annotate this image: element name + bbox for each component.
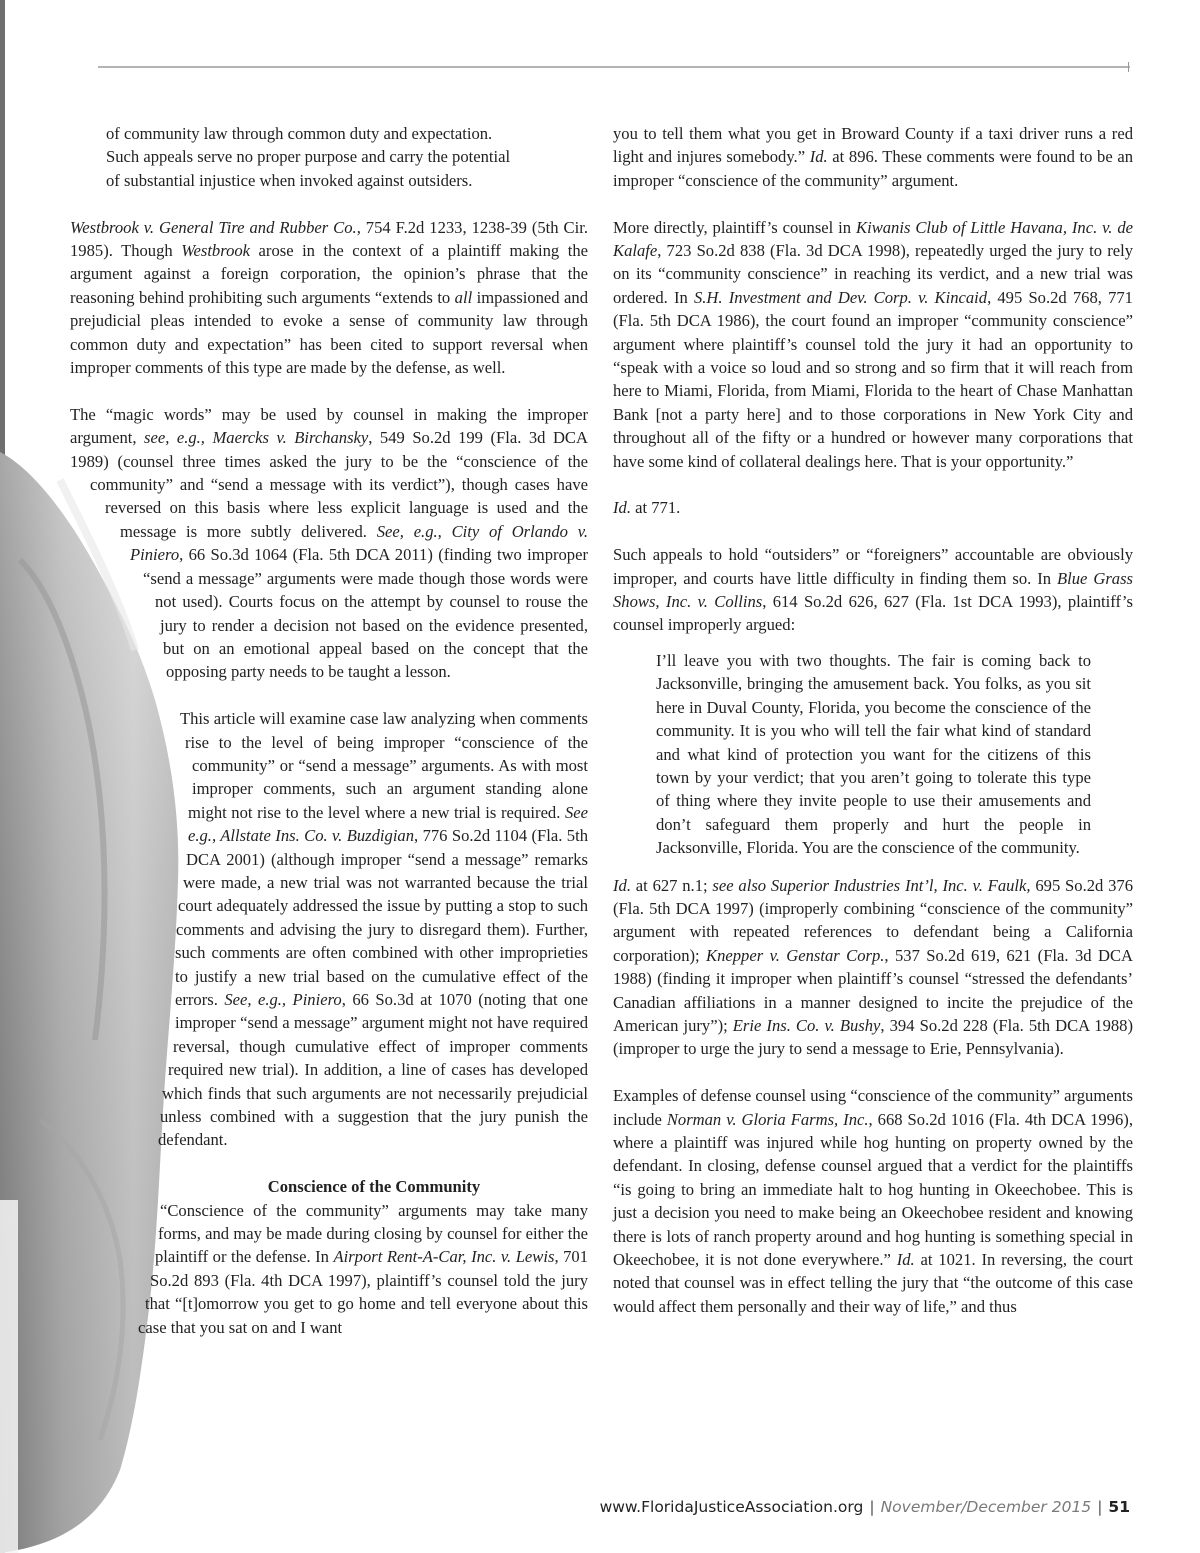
text-run: , 754 F.2d 1233, 1238-39 (5th Cir. 1985). Though [70, 217, 588, 261]
text-run: at 896. These comments were found to be an improper “conscience of the community” argument. [613, 147, 1133, 190]
citation-italic: Kiwanis Club of Little Havana, Inc. v. de Kalafe [613, 217, 1134, 261]
wrap-shim [0, 426, 70, 449]
section-heading: Conscience of the Community [267, 1177, 481, 1197]
text-run: , 66 So.3d at 1070 (noting that one improper “send a message” argument might not have required reversal, though cumulative effect of improper comments required new trial). In addition, a line of cases has developed which finds that such arguments are not necessarily prejudicial unless combined with a suggestion that the jury punish the defendant. [158, 989, 588, 1150]
wrap-shim [0, 590, 143, 613]
text-run: “Conscience of the community” arguments may take many forms, and may be made during closing by counsel for either the plaintiff or the defense. In [155, 1200, 588, 1267]
text-run: Such appeals to hold “outsiders” or “foreigners” accountable are obviously improper, and courts have little difficulty in finding them so. In [613, 545, 1133, 588]
quote-line: Such appeals serve no proper purpose and carry the potential [106, 147, 511, 167]
text-run: at 1021. In reversing, the court noted that counsel was in effect telling the jury that “the outcome of this case would affect them personally and their way of life,” and thus [613, 1250, 1134, 1316]
wrap-shim [0, 707, 176, 730]
paragraph-magic-words [0, 403, 588, 684]
citation-italic: Id. [896, 1250, 915, 1270]
page-footer: www.FloridaJusticeAssociation.org | November/December 2015 | 51 [599, 1498, 1130, 1516]
block-quote-blue-grass: I’ll leave you with two thoughts. The fair is coming back to Jacksonville, bringing the amusement back. You folks, as you sit here in Duval County, Florida, you become the conscience of the community. It is you who will tell the fair what kind of standard and what kind of protection you want for the citizens of this town by your verdict; that you aren’t going to tolerate this type of thing where they invite people to use their amusements and don’t safeguard them properly and hurt the people in Jacksonville, Florida. You are the conscience of the community. [656, 650, 1091, 858]
text-run: , 614 So.2d 626, 627 (Fla. 1st DCA 1993), plaintiff’s counsel improperly argued: [613, 592, 1133, 635]
wrap-shim [0, 1199, 160, 1222]
wrap-shim [0, 684, 166, 707]
wrap-shim [0, 496, 90, 519]
paragraph-broward [613, 122, 1133, 192]
citation-italic: Id. [613, 498, 631, 518]
wrap-shim [0, 567, 130, 590]
paragraph-norman [613, 1084, 1133, 1318]
wrap-shim [0, 1081, 162, 1104]
text-run: at 627 n.1; [630, 875, 713, 895]
wrap-shim [0, 777, 192, 800]
wrap-shim [0, 824, 188, 847]
text-run: , 537 So.2d 619, 621 (Fla. 3d DCA 1988) (finding it improper when plaintiff’s counsel “stressed the defendants’ Canadian affiliations in a manner designed to incite the prejudice of the American jury”); [613, 945, 1133, 1035]
citation-italic: Westbrook [181, 241, 251, 261]
paragraph-article-scope [0, 707, 588, 1152]
text-run: The “magic words” may be used by counsel in making the improper argument, [70, 404, 588, 448]
block-quote-continued [106, 122, 588, 192]
text-run: , 668 So.2d 1016 (Fla. 4th DCA 1996), where a plaintiff was injured while hog hunting on property owned by the defendant. In closing, defense counsel argued that a verdict for the plaintiffs “is going to bring an immediate halt to hog hunting in Okeechobee. This is just a decision you need to make being an Okeechobee resident and knowing there is lots of ranch property around and hog hunting is something special in Okeechobee, it is not done everywhere.” [613, 1109, 1133, 1270]
wrap-shim [0, 450, 70, 473]
text-run: you to tell them what you get in Broward County if a taxi driver runs a red light and injures somebody.” [613, 124, 1133, 167]
wrap-shim [0, 520, 105, 543]
wrap-shim [0, 637, 160, 660]
wrap-shim [0, 964, 175, 987]
footer-issue: November/December 2015 [880, 1498, 1092, 1516]
text-run: arose in the context of a plaintiff making the argument against a foreign corporation, the opinion’s phrase that the reasoning behind prohibiting such arguments “extends to [70, 241, 588, 307]
quote-line: of community law through common duty and expectation. [106, 124, 493, 143]
citation-italic: See, e.g., Piniero [224, 989, 342, 1009]
citation-italic: Westbrook v. General Tire and Rubber Co. [70, 217, 357, 237]
text-run: , 66 So.3d 1064 (Fla. 5th DCA 2011) (finding two improper “send a message” arguments were made though those words were not used). Courts focus on the attempt by counsel to rouse the jury to render a decision not based on the evidence presented, but on an emotional appeal based on the concept that the opposing party needs to be taught a lesson. [143, 545, 588, 682]
text-run: , 394 So.2d 228 (Fla. 5th DCA 1988) (improper to urge the jury to send a message to Erie, Pennsylvania). [613, 1015, 1134, 1059]
wrap-shim [0, 1175, 158, 1198]
paragraph-westbrook [70, 216, 588, 380]
wrap-shim [0, 754, 185, 777]
paragraph-conscience-forms [0, 1199, 588, 1339]
wrap-shim [0, 918, 176, 941]
wrap-shim [0, 847, 186, 870]
paragraph-kiwanis [613, 216, 1133, 473]
citation-italic: see, e.g., Maercks v. Birchansky [144, 428, 369, 448]
wrap-shim [0, 871, 183, 894]
text-run: , 723 So.2d 838 (Fla. 3d DCA 1998), repeatedly urged the jury to rely on its “community conscience” in reaching its verdict, and a new trial was ordered. In [613, 241, 1133, 307]
citation-italic: Id. [613, 875, 631, 895]
citation-italic: Norman v. Gloria Farms, Inc. [666, 1109, 869, 1129]
citation-italic: Blue Grass Shows, Inc. v. Collins [613, 568, 1133, 612]
paragraph-id-771 [613, 496, 1133, 519]
wrap-shim [0, 1316, 138, 1339]
wrap-shim [0, 1035, 173, 1058]
citation-italic: Airport Rent-A-Car, Inc. v. Lewis [333, 1247, 555, 1267]
wrap-shim [0, 543, 120, 566]
wrap-shim [0, 660, 163, 683]
wrap-shim [0, 403, 70, 426]
wrap-shim [0, 894, 178, 917]
wrap-shim [0, 613, 155, 636]
paragraph-id-627 [613, 874, 1133, 1061]
text-run: , 776 So.2d 1104 (Fla. 5th DCA 2001) (although improper “send a message” remarks were made, a new trial was not warranted because the trial court adequately addressed the issue by putting a stop to such comments and advising the jury to disregard them). Further, such comments are often combined with other improprieties to justify a new trial based on the cumulative effect of the errors. [175, 826, 588, 1009]
text-run: This article will examine case law analyzing when comments rise to the level of being improper “conscience of the community” or “send a message” arguments. As with most improper comments, such an argument standing alone might not rise to the level where a new trial is required. [180, 709, 588, 822]
text-run: , 701 So.2d 893 (Fla. 4th DCA 1997), plaintiff’s counsel told the jury that “[t]omorrow you get to go home and tell everyone about this case that you sat on and I want [138, 1247, 588, 1337]
right-column [613, 122, 1133, 1318]
text-run: at 771. [630, 498, 681, 518]
wrap-shim [0, 731, 180, 754]
citation-italic: Erie Ins. Co. v. Bushy [732, 1015, 881, 1035]
wrap-shim [0, 1269, 150, 1292]
text-run: 695 So.2d 376 (Fla. 5th DCA 1997) (improperly combining “conscience of the community” argument with repeated references to defendant being a California corporation); [613, 875, 1134, 965]
wrap-shim [0, 988, 175, 1011]
quote-line: of substantial injustice when invoked against outsiders. [106, 170, 473, 190]
wrap-shim [0, 1058, 168, 1081]
citation-italic: see also Superior Industries Int’l, Inc. v. Faulk, [712, 875, 1031, 895]
wrap-shim [0, 801, 188, 824]
wrap-shim [0, 1128, 158, 1151]
citation-italic: all [454, 287, 473, 307]
citation-italic: S.H. Investment and Dev. Corp. v. Kincaid [693, 287, 988, 307]
text-run: Examples of defense counsel using “conscience of the community” arguments include [613, 1086, 1133, 1129]
text-run: , 549 So.2d 199 (Fla. 3d DCA 1989) (counsel three times asked the jury to be the “conscience of the community” and “send a message with its verdict”), though cases have reversed on this basis where less explicit language is used and the message is more subtly delivered. [70, 428, 588, 541]
text-run: , 495 So.2d 768, 771 (Fla. 5th DCA 1986), the court found an improper “community conscience” argument where plaintiff’s counsel told the jury it had an opportunity to “speak with a voice so loud and so strong and so firm that it will reach from here to Miami, Florida, from Miami, Florida to the heart of Chase Manhattan Bank [not a party here] and to those corporations in New York City and throughout all of the fifty or a hundred or however many corporations that have some kind of collateral dealings here. That is your opportunity.” [613, 287, 1133, 471]
citation-italic: See, e.g., City of Orlando v. Piniero [130, 521, 588, 565]
text-run: impassioned and prejudicial pleas intended to evoke a sense of community law through common duty and expectation” has been cited to support reversal when improper comments of this type are made by the defense, as well. [70, 287, 588, 378]
citation-italic: Id. [809, 147, 828, 167]
wrap-shim [0, 1105, 160, 1128]
citation-italic: Knepper v. Genstar Corp. [706, 945, 885, 965]
wrap-shim [0, 1245, 155, 1268]
left-column [0, 122, 588, 1339]
wrap-shim [0, 1292, 145, 1315]
wrap-shim [0, 1152, 158, 1175]
wrap-shim [0, 1011, 175, 1034]
paragraph-blue-grass [613, 543, 1133, 637]
footer-site-link[interactable]: www.FloridaJusticeAssociation.org [599, 1498, 864, 1516]
text-run: More directly, plaintiff’s counsel in [613, 217, 857, 237]
wrap-shim [0, 941, 175, 964]
wrap-shim [0, 1222, 158, 1245]
footer-page-number: 51 [1108, 1498, 1130, 1516]
citation-italic: See e.g., Allstate Ins. Co. v. Buzdigian [188, 802, 588, 846]
